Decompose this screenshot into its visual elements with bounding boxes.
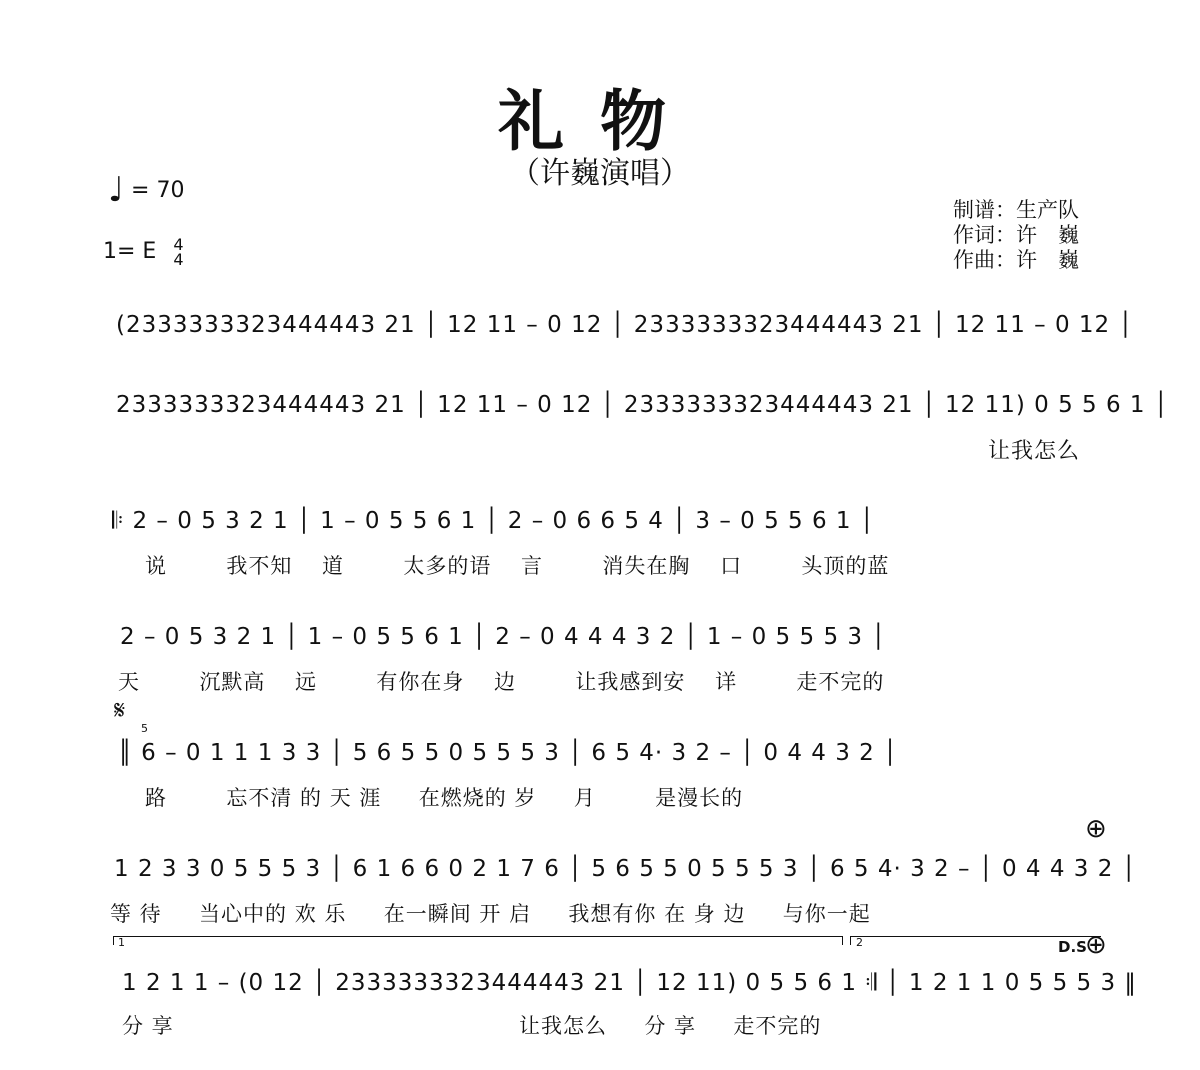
ending-1-label: 1	[118, 936, 125, 949]
quarter-note-icon: ♩	[108, 170, 125, 210]
credit-arranger: 制谱：生产队	[953, 198, 1079, 222]
score-row-7	[0, 970, 1200, 1070]
time-signature	[173, 237, 183, 267]
score-row-2	[0, 392, 1200, 492]
lyrics: 路 忘不清 的 天 涯 在燃烧的 岁 月 是漫长的	[145, 786, 744, 810]
ending-bracket-1	[113, 936, 843, 945]
notes: 1 2 1 1 – (0 12 │ 2333333323444443 21 │ 12 11) 0 5 5 6 1 𝄇 │ 1 2 1 1 0 5 5 5 3 ‖	[122, 970, 1137, 996]
notes: (2333333323444443 21 │ 12 11 – 0 12 │ 2333333323444443 21 │ 12 11 – 0 12 │	[116, 312, 1134, 338]
lyrics: 分 享 让我怎么 分 享 走不完的	[122, 1014, 822, 1038]
notes: 1 2 3 3 0 5 5 5 3 │ 6 1 6 6 0 2 1 7 6 │ 5 6 5 5 0 5 5 5 3 │ 6 5 4· 3 2 – │ 0 4 4 3 2 │	[114, 856, 1137, 882]
lyrics: 让我怎么	[988, 439, 1081, 464]
ending-2-label: 2	[856, 936, 863, 949]
score-row-4	[0, 624, 1200, 724]
credits	[953, 198, 1079, 273]
score-row-3	[0, 508, 1200, 608]
credit-composer: 作曲：许 巍	[953, 248, 1079, 272]
ds-marking: D.S	[1058, 938, 1087, 956]
coda-icon: ⊕	[1085, 814, 1107, 844]
key-text: 1= E	[103, 239, 157, 264]
credit-lyricist: 作词：许 巍	[953, 223, 1079, 247]
segno-icon: 𝄋	[114, 696, 126, 726]
key-signature	[103, 237, 184, 267]
time-top: 4	[173, 235, 184, 254]
coda-icon: ⊕	[1085, 930, 1107, 960]
notes: 2333333323444443 21 │ 12 11 – 0 12 │ 2333333323444443 21 │ 12 11) 0 5 5 6 1 │	[116, 392, 1169, 418]
song-title: 礼物	[498, 83, 702, 160]
tempo-text: = 70	[131, 178, 185, 203]
lyrics: 天 沉默高 远 有你在身 边 让我感到安 详 走不完的	[118, 670, 885, 694]
lyrics: 说 我不知 道 太多的语 言 消失在胸 口 头顶的蓝	[145, 554, 890, 578]
tempo-marking	[108, 170, 184, 210]
score-row-5	[0, 740, 1200, 840]
notes: ║ 6 – 0 1 1 1 3 3 │ 5 6 5 5 0 5 5 5 3 │ 6 5 4· 3 2 – │ 0 4 4 3 2 │	[118, 740, 898, 766]
lyrics: 等 待 当心中的 欢 乐 在一瞬间 开 启 我想有你 在 身 边 与你一起	[110, 902, 871, 926]
song-subtitle: （许巍演唱）	[510, 156, 690, 191]
notes: 𝄆 2 – 0 5 3 2 1 │ 1 – 0 5 5 6 1 │ 2 – 0 6 6 5 4 │ 3 – 0 5 5 6 1 │	[112, 508, 875, 534]
measure-number: 5	[141, 722, 148, 735]
time-bottom: 4	[173, 250, 184, 269]
notes: 2 – 0 5 3 2 1 │ 1 – 0 5 5 6 1 │ 2 – 0 4 4 4 3 2 │ 1 – 0 5 5 5 3 │	[120, 624, 887, 650]
